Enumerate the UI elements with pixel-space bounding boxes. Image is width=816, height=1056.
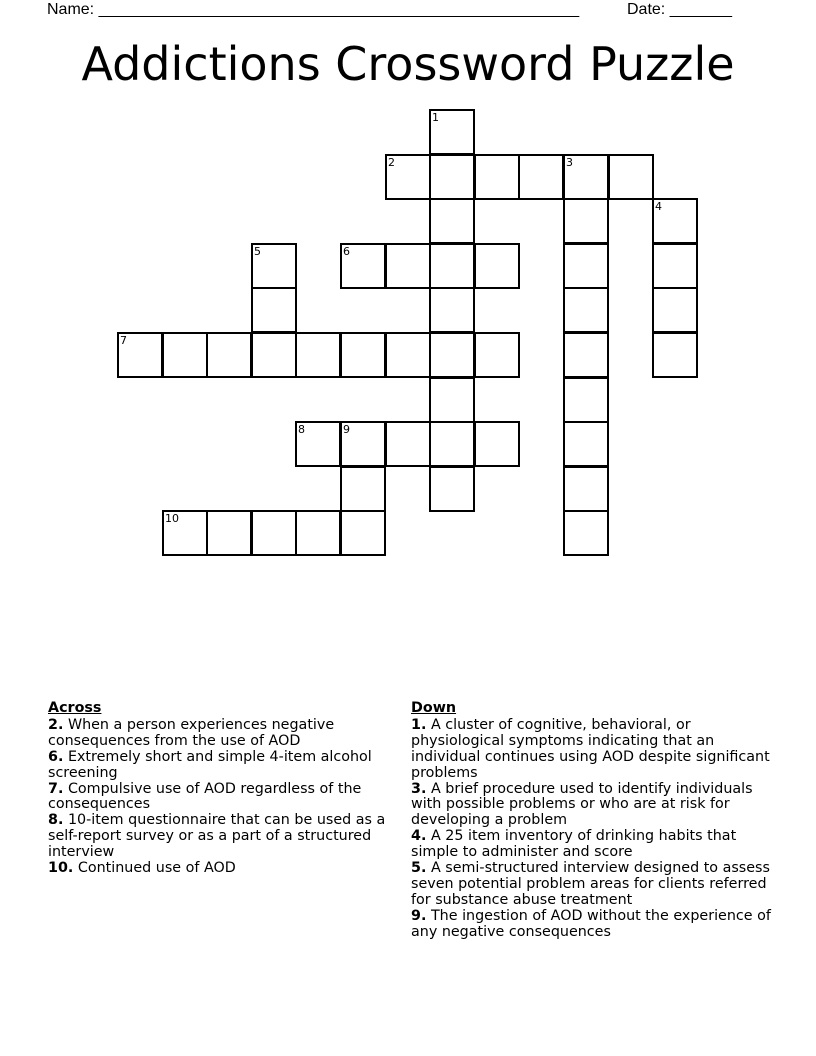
grid-cell[interactable] [117,332,163,378]
grid-cell[interactable] [162,510,208,556]
grid-cell[interactable] [652,287,698,333]
grid-cell[interactable] [295,510,341,556]
grid-cell[interactable] [385,154,431,200]
clue-number-label: 1 [432,111,439,124]
clue-number-label: 7 [120,334,127,347]
grid-cell[interactable] [652,332,698,378]
clue-number: 5. [411,860,427,877]
clue-number-label: 4 [655,200,662,213]
grid-cell[interactable] [385,332,431,378]
clue-number-label: 2 [388,156,395,169]
grid-cell[interactable] [340,510,386,556]
grid-cell[interactable] [429,154,475,200]
clue-text: When a person experiences negative consequences from the use of AOD [48,716,335,749]
clue-number-label: 3 [566,156,573,169]
down-clue [411,861,773,909]
grid-cell[interactable] [340,243,386,289]
across-clue [48,782,396,814]
clue-number: 1. [411,716,427,733]
clue-text: Extremely short and simple 4-item alcohol screening [48,748,372,781]
grid-cell[interactable] [652,198,698,244]
down-clue [411,909,773,941]
across-clue [48,813,396,861]
clue-number: 3. [411,780,427,797]
clue-text: The ingestion of AOD without the experience of any negative consequences [411,907,771,940]
clue-number: 4. [411,828,427,845]
clue-number: 9. [411,907,427,924]
page-title: Addictions Crossword Puzzle [81,37,735,91]
down-clue [411,718,773,782]
grid-cell[interactable] [563,243,609,289]
grid-cell[interactable] [295,421,341,467]
grid-cell[interactable] [429,109,475,155]
down-heading: Down [411,700,457,716]
grid-cell[interactable] [563,154,609,200]
grid-cell[interactable] [608,154,654,200]
grid-cell[interactable] [295,332,341,378]
clue-number: 6. [48,748,64,765]
grid-cell[interactable] [429,198,475,244]
grid-cell[interactable] [340,421,386,467]
clue-number-label: 6 [343,245,350,258]
down-clues [411,701,773,941]
clue-number: 7. [48,780,64,797]
grid-cell[interactable] [474,332,520,378]
grid-cell[interactable] [429,421,475,467]
across-clue [48,750,396,782]
grid-cell[interactable] [474,154,520,200]
grid-cell[interactable] [251,332,297,378]
clue-number: 2. [48,716,64,733]
grid-cell[interactable] [563,198,609,244]
grid-cell[interactable] [563,510,609,556]
grid-cell[interactable] [340,332,386,378]
across-heading: Across [48,700,102,716]
grid-cell[interactable] [563,421,609,467]
grid-cell[interactable] [385,421,431,467]
clue-number-label: 9 [343,423,350,436]
grid-cell[interactable] [474,421,520,467]
grid-cell[interactable] [563,377,609,423]
grid-cell[interactable] [429,287,475,333]
grid-cell[interactable] [251,510,297,556]
across-clue [48,861,396,877]
grid-cell[interactable] [563,466,609,512]
grid-cell[interactable] [518,154,564,200]
clue-text: A 25 item inventory of drinking habits that simple to administer and score [411,828,737,861]
clue-text: A cluster of cognitive, behavioral, or physiological symptoms indicating that an individual continues using AOD despite significant problems [411,716,770,781]
clue-number: 8. [48,812,64,829]
grid-cell[interactable] [206,510,252,556]
grid-cell[interactable] [429,466,475,512]
across-clues [48,701,396,877]
grid-cell[interactable] [340,466,386,512]
clue-text: 10-item questionnaire that can be used as a self-report survey or as a part of a structured interview [48,812,386,861]
grid-cell[interactable] [429,332,475,378]
clue-number-label: 10 [165,512,179,525]
grid-cell[interactable] [563,332,609,378]
down-clue [411,782,773,830]
grid-cell[interactable] [162,332,208,378]
grid-cell[interactable] [206,332,252,378]
grid-cell[interactable] [429,243,475,289]
clue-text: Compulsive use of AOD regardless of the consequences [48,780,362,813]
date-field-line: Date: _______ [627,1,732,18]
grid-cell[interactable] [429,377,475,423]
clue-number: 10. [48,860,74,877]
clue-text: Continued use of AOD [77,860,236,877]
grid-cell[interactable] [474,243,520,289]
grid-cell[interactable] [251,287,297,333]
grid-cell[interactable] [385,243,431,289]
down-clue [411,829,773,861]
clue-number-label: 5 [254,245,261,258]
grid-cell[interactable] [563,287,609,333]
clue-number-label: 8 [298,423,305,436]
grid-cell[interactable] [251,243,297,289]
grid-cell[interactable] [652,243,698,289]
clue-text: A semi-structured interview designed to assess seven potential problem areas for clients referred for substance abuse treatment [411,860,770,908]
clue-text: A brief procedure used to identify individuals with possible problems or who are at risk for developing a problem [411,780,753,829]
across-clue [48,718,396,750]
name-field-line: Name: ______________________________________________________ [47,1,580,18]
